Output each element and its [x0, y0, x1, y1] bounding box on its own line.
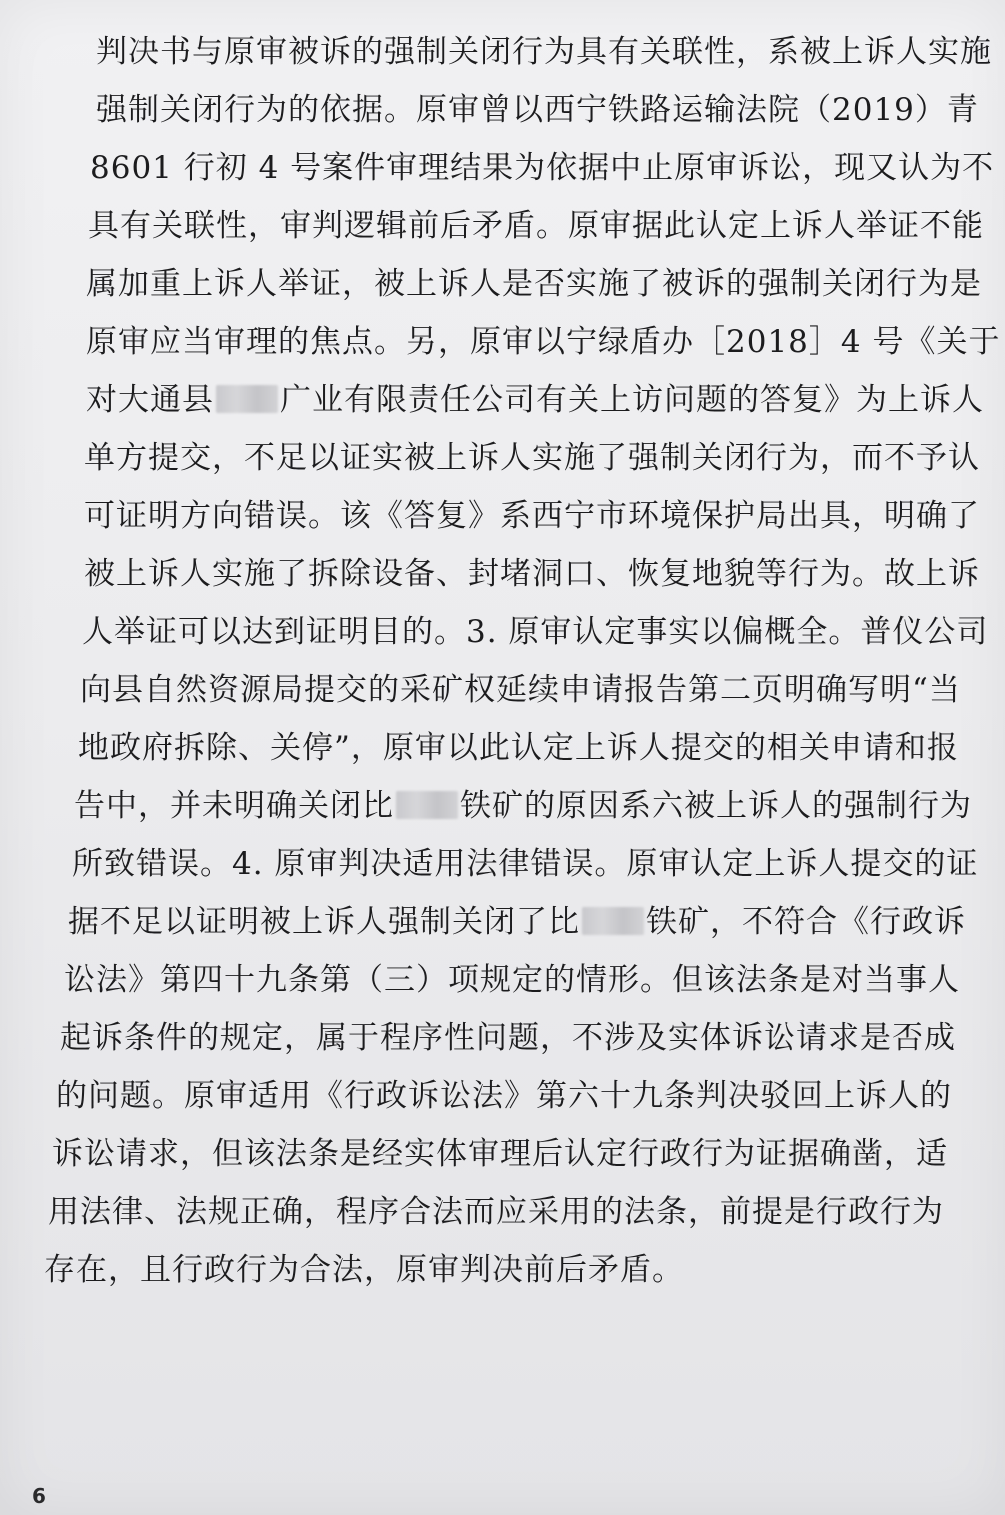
text-line: 地政府拆除、关停”，原审以此认定上诉人提交的相关申请和报 — [78, 730, 959, 766]
text-line: 可证明方向错误。该《答复》系西宁市环境保护局出具，明确了 — [84, 498, 980, 534]
text-segment: 据不足以证明被上诉人强制关闭了比 — [68, 904, 580, 940]
text-line — [68, 902, 966, 942]
text-line: 存在，且行政行为合法，原审判决前后矛盾。 — [44, 1252, 684, 1288]
text-line: 向县自然资源局提交的采矿权延续申请报告第二页明确写明“当 — [80, 672, 961, 708]
text-line: 起诉条件的规定，属于程序性问题，不涉及实体诉讼请求是否成 — [60, 1020, 956, 1056]
text-line: 讼法》第四十九条第（三）项规定的情形。但该法条是对当事人 — [64, 962, 960, 998]
redaction-blur — [396, 791, 458, 819]
redaction-blur — [582, 907, 644, 935]
text-segment: 对大通县 — [86, 382, 214, 418]
text-line: 诉讼请求，但该法条是经实体审理后认定行政行为证据确凿，适 — [52, 1136, 948, 1172]
text-segment: 广业有限责任公司有关上访问题的答复》为上诉人 — [280, 382, 984, 418]
text-line: 被上诉人实施了拆除设备、封堵洞口、恢复地貌等行为。故上诉 — [84, 556, 980, 592]
text-line: 的问题。原审适用《行政诉讼法》第六十九条判决驳回上诉人的 — [56, 1078, 952, 1114]
page-number: 6 — [32, 1484, 46, 1508]
text-segment: 告中，并未明确关闭比 — [74, 788, 394, 824]
text-line: 强制关闭行为的依据。原审曾以西宁铁路运输法院（2019）青 — [96, 92, 979, 128]
text-line: 具有关联性，审判逻辑前后矛盾。原审据此认定上诉人举证不能 — [88, 208, 984, 244]
text-line: 属加重上诉人举证，被上诉人是否实施了被诉的强制关闭行为是 — [86, 266, 982, 302]
text-line: 人举证可以达到证明目的。3. 原审认定事实以偏概全。普仪公司 — [82, 614, 989, 650]
text-line: 判决书与原审被诉的强制关闭行为具有关联性，系被上诉人实施 — [96, 34, 992, 70]
text-segment: 铁矿，不符合《行政诉 — [646, 904, 966, 940]
redaction-blur — [216, 385, 278, 413]
text-line: 8601 行初 4 号案件审理结果为依据中止原审诉讼，现又认为不 — [90, 150, 995, 186]
text-line: 所致错误。4. 原审判决适用法律错误。原审认定上诉人提交的证 — [72, 846, 979, 882]
text-line — [74, 786, 972, 826]
text-line — [86, 380, 984, 420]
text-line: 原审应当审理的焦点。另，原审以宁绿盾办［2018］4 号《关于 — [86, 324, 1001, 360]
text-line: 单方提交，不足以证实被上诉人实施了强制关闭行为，而不予认 — [84, 440, 980, 476]
text-segment: 铁矿的原因系六被上诉人的强制行为 — [460, 788, 972, 824]
text-line: 用法律、法规正确，程序合法而应采用的法条，前提是行政行为 — [48, 1194, 944, 1230]
